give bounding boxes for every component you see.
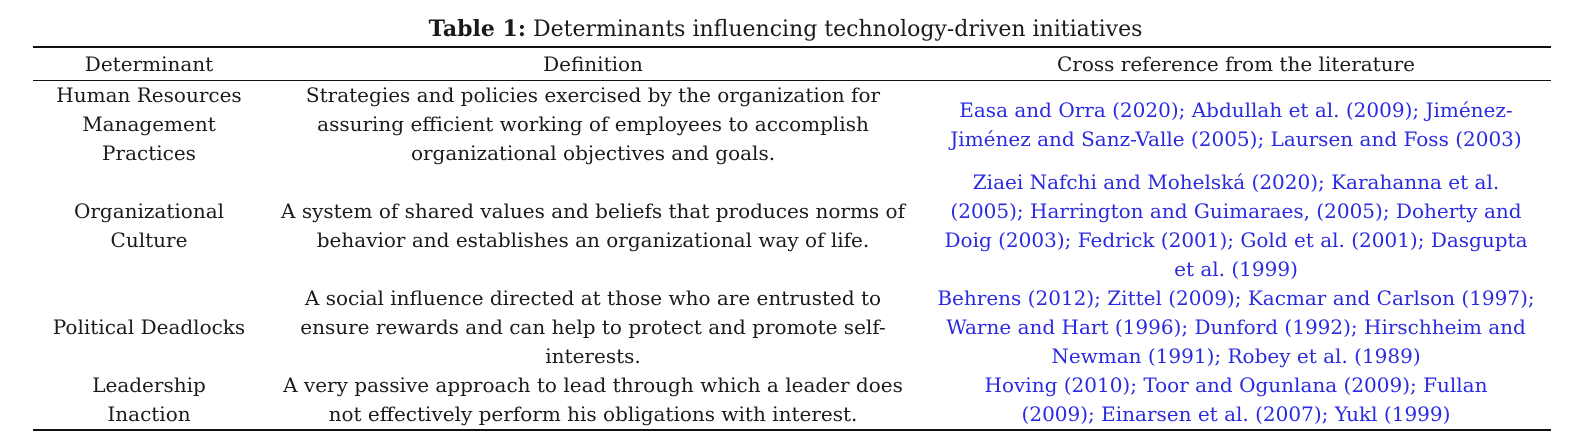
header-determinant: Determinant [84, 52, 214, 76]
references-cell[interactable]: Ziaei Nafchi and Mohelská (2020); Karahanna et al. (2005); Harrington and Guimaraes, (2005); Doherty and Doig (2003); Fedrick (2001); Gold et al. (2001); Dasgupta et al. (1999) [944, 170, 1528, 281]
definition-cell: A system of shared values and beliefs that produces norms of behavior and establishes an organizational way of life. [281, 199, 905, 252]
table-caption-label: Table 1: [428, 16, 526, 42]
definition-cell: A very passive approach to lead through which a leader does not effectively perform his obligations with interest. [283, 373, 903, 426]
table-caption [0, 14, 1571, 45]
determinant-cell: Organizational Culture [73, 199, 225, 252]
header-definition: Definition [543, 52, 643, 76]
definition-cell: Strategies and policies exercised by the organization for assuring efficient working of employees to accomplish organizational objectives and goals. [305, 83, 881, 165]
references-cell[interactable]: Hoving (2010); Toor and Ogunlana (2009); Fullan (2009); Einarsen et al. (2007); Yukl (1999) [984, 373, 1488, 426]
definition-cell: A social influence directed at those who are entrusted to ensure rewards and can help to protect and promote self-interests. [300, 286, 886, 368]
determinant-cell: Human Resources Management Practices [56, 83, 242, 165]
table-header-row [33, 47, 1551, 81]
table-row [33, 371, 1551, 430]
table-caption-text: Determinants influencing technology-driven initiatives [525, 17, 1143, 42]
references-cell[interactable]: Behrens (2012); Zittel (2009); Kacmar and Carlson (1997); Warne and Hart (1996); Dunford (1992); Hirschheim and Newman (1991); Robey et al. (1989) [937, 286, 1535, 368]
determinants-table [33, 46, 1551, 431]
determinant-cell: Political Deadlocks [52, 315, 246, 339]
references-cell[interactable]: Easa and Orra (2020); Abdullah et al. (2009); Jiménez-Jiménez and Sanz-Valle (2005); Laursen and Foss (2003) [950, 97, 1522, 151]
table-row [33, 284, 1551, 371]
table-row [33, 81, 1551, 169]
table-row [33, 168, 1551, 284]
determinant-cell: Leadership Inaction [92, 373, 206, 426]
header-references: Cross reference from the literature [1057, 52, 1415, 76]
